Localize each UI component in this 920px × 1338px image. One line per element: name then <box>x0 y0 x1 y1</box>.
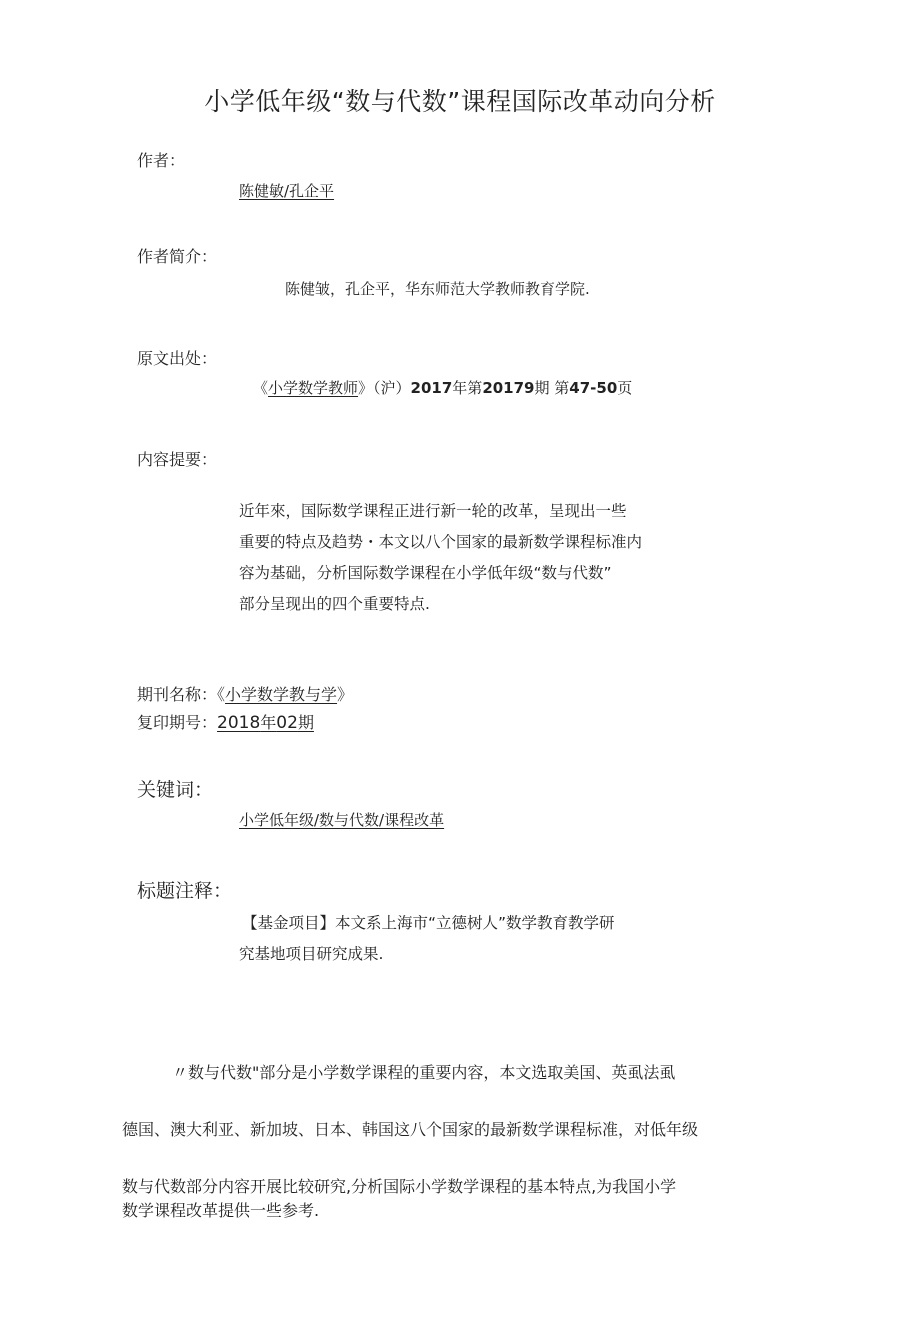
periodical-row <box>137 682 353 705</box>
keywords-link[interactable] <box>239 809 444 830</box>
source-year: 2017 <box>410 379 453 397</box>
body-line: 数学课程改革提供一些参考. <box>122 1201 320 1220</box>
periodical-label: 期刊名称： <box>137 685 218 704</box>
title-note-line: 究基地项目研究成果. <box>239 945 384 963</box>
author-intro-value: 陈健皱，孔企平，华东师范大学教师教育学院. <box>285 280 590 298</box>
author-intro-label: 作者简介： <box>137 247 218 266</box>
reprint-link[interactable] <box>217 713 314 732</box>
source-journal-link[interactable]: 小学数学教师 <box>268 379 359 397</box>
periodical-link[interactable]: 小学数学教与学 <box>225 685 338 704</box>
authors-value[interactable]: 陈健敏/孔企平 <box>239 182 335 200</box>
keywords-label: 关键词： <box>137 779 214 801</box>
source-issue-suffix: 期 第 <box>534 379 570 397</box>
source-pages-suffix: 页 <box>617 379 633 397</box>
source-pages: 47-50 <box>569 379 618 397</box>
source-issue: 20179 <box>482 379 535 397</box>
title-note-label: 标题注释： <box>137 880 233 902</box>
page-title: 小学低年级“数与代数”课程国际改革动向分析 <box>204 87 716 116</box>
reprint-label: 复印期号： <box>137 713 218 732</box>
source-open: 《 <box>253 379 269 397</box>
body-line: 德国、澳大利亚、新加坡、日本、韩国这八个国家的最新数学课程标准，对低年级 <box>122 1120 699 1139</box>
body-line: 〃数与代数"部分是小学数学课程的重要内容，本文选取美国、英虱法虱 <box>172 1063 676 1082</box>
reprint-issue-suffix[interactable]: 期 <box>297 713 314 732</box>
abstract-line: 近年來，国际数学课程正进行新一轮的改革，呈现出一些 <box>239 502 627 520</box>
body-line: 数与代数部分内容开展比较研究,分析国际小学数学课程的基本特点,为我国小学 <box>122 1177 677 1196</box>
authors-label: 作者： <box>137 151 186 170</box>
abstract-label: 内容提要： <box>137 450 218 469</box>
source-year-suffix: 年第 <box>452 379 483 397</box>
reprint-issue[interactable]: 02 <box>276 713 298 733</box>
source-value <box>253 377 632 398</box>
abstract-line: 部分呈现出的四个重要特点. <box>239 595 430 613</box>
reprint-year[interactable]: 2018 <box>217 713 261 733</box>
reprint-row <box>137 710 314 733</box>
authors-link[interactable] <box>239 180 334 201</box>
keywords-value[interactable]: 小学低年级/数与代数/课程改革 <box>239 811 445 829</box>
abstract-text <box>239 496 642 620</box>
title-note-line: 【基金项目】本文系上海市“立德树人”数学教育教学研 <box>242 914 615 932</box>
abstract-line: 容为基础，分析国际数学课程在小学低年级“数与代数” <box>239 564 612 582</box>
periodical-close: 》 <box>337 685 354 704</box>
title-note-text <box>239 908 615 970</box>
source-label: 原文出处： <box>137 349 218 368</box>
reprint-year-suffix[interactable]: 年 <box>260 713 277 732</box>
source-rest: 》（沪） <box>358 379 411 397</box>
abstract-line: 重要的特点及趋势・本文以八个国家的最新数学课程标准内 <box>239 533 643 551</box>
periodical-open: 《 <box>217 685 226 704</box>
